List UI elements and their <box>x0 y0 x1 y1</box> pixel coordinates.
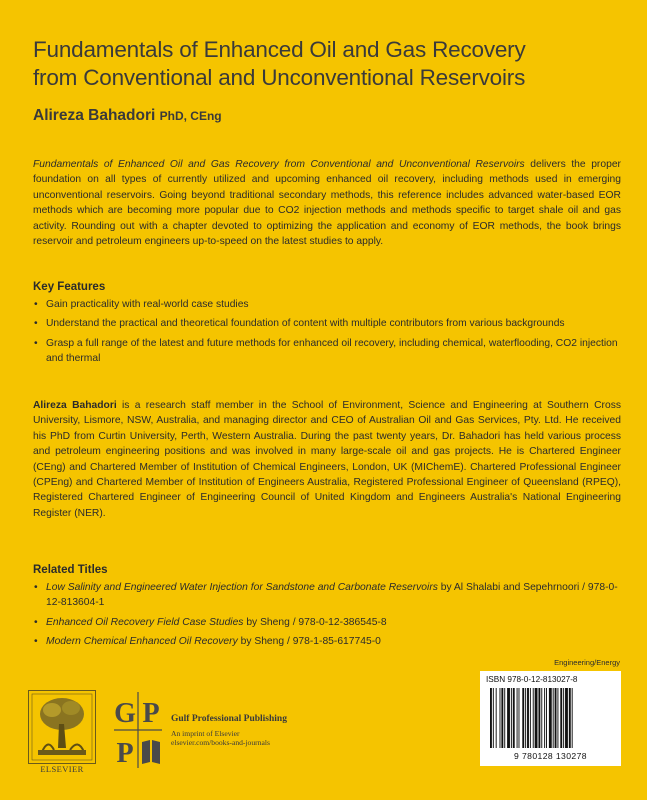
elsevier-wordmark: ELSEVIER <box>40 764 84 774</box>
barcode-bar <box>519 688 520 748</box>
related-title-details: by Sheng / 978-0-12-386545-8 <box>243 616 387 628</box>
isbn-label: ISBN 978-0-12-813027-8 <box>486 675 578 684</box>
book-title <box>33 36 623 92</box>
barcode-bar <box>549 688 552 748</box>
barcode-bar <box>507 688 510 748</box>
description-book-title: Fundamentals of Enhanced Oil and Gas Recovery from Conventional and Unconventional Reservoirs <box>33 159 525 170</box>
related-titles-list <box>33 580 621 654</box>
barcode-bar <box>530 688 531 748</box>
barcode-bar <box>560 688 562 748</box>
subject-category: Engineering/Energy <box>554 658 620 667</box>
barcode-bar <box>525 688 526 748</box>
barcode-bar <box>511 688 512 748</box>
key-features-list <box>33 297 621 371</box>
barcode-bar <box>546 688 547 748</box>
title-line-2: from Conventional and Unconventional Reservoirs <box>33 65 526 90</box>
barcode-icon <box>486 688 615 748</box>
author-credentials: PhD, CEng <box>159 109 222 123</box>
publisher-imprint: An imprint of Elsevier <box>171 729 240 738</box>
related-title-details: by Al Shalabi and Sepehrnoori / 978-0-12-813604-1 <box>46 582 618 609</box>
publisher-url[interactable]: elsevier.com/books-and-journals <box>171 738 270 748</box>
bio-name: Alireza Bahadori <box>33 400 117 411</box>
barcode-bar <box>522 688 524 748</box>
barcode-bar <box>500 688 501 748</box>
barcode-bar <box>541 688 542 748</box>
barcode-bar <box>557 688 558 748</box>
related-title: Modern Chemical Enhanced Oil Recovery <box>46 636 238 648</box>
barcode-bar <box>565 688 568 748</box>
barcode-bar <box>501 688 503 748</box>
related-title: Low Salinity and Engineered Water Injection for Sandstone and Carbonate Reservoirs <box>46 582 438 593</box>
key-feature-item: • Grasp a full range of the latest and future methods for enhanced oil recovery, including chemical, waterflooding, CO2 injection and thermal <box>33 336 621 367</box>
publisher-details <box>171 729 270 748</box>
key-features-heading: Key Features <box>33 281 106 293</box>
barcode-bar <box>569 688 571 748</box>
related-title: Enhanced Oil Recovery Field Case Studies <box>46 616 244 628</box>
barcode-bar <box>535 688 538 748</box>
description-text: delivers the proper foundation on all types of currently utilized and upcoming enhanced oil recovery, including methods used in emerging unconventional reservoirs. Going beyond traditional secondary methods, this reference includes advanced water-based EOR methods which are becoming more popular due to CO2 injection methods and methods specific to target shale oil and gas activity. Rounding out with a chapter devoted to optimizing the application and economy of EOR methods, the book brings reservoir and petroleum engineers up-to-speed on the latest studies to apply. <box>33 159 621 248</box>
description <box>33 157 621 249</box>
title-line-1: Fundamentals of Enhanced Oil and Gas Recovery <box>33 37 526 62</box>
author <box>33 107 222 125</box>
barcode-bar <box>513 688 515 748</box>
author-name: Alireza Bahadori <box>33 107 156 124</box>
gpp-letter-p1: P <box>142 698 160 729</box>
publisher-name: Gulf Professional Publishing <box>171 714 287 724</box>
barcode-bar <box>572 688 573 748</box>
key-feature-item: • Understand the practical and theoretical foundation of content with multiple contributors from various backgrounds <box>33 316 621 331</box>
related-title-details: by Sheng / 978-1-85-617745-0 <box>237 636 381 648</box>
barcode-bar <box>493 688 494 748</box>
barcode-bar <box>544 688 545 748</box>
barcode-bar <box>538 688 540 748</box>
related-title-item <box>33 615 621 630</box>
related-titles-heading: Related Titles <box>33 564 108 576</box>
barcode-number: 9 780128 130278 <box>514 751 587 761</box>
barcode-bar <box>555 688 557 748</box>
barcode-bar <box>517 688 518 748</box>
barcode-box <box>480 671 621 766</box>
bio-text: is a research staff member in the School of Environment, Science and Engineering at Southern Cross University, Lismore, NSW, Australia, and managing director and CEO of Australian Oil and Gas Services, Pty. Ltd. He received his PhD from Curtin University, Perth, Western Australia. During the past twenty years, Dr. Bahadori has held various process and petroleum engineering positions and was involved in many large-scale oil and gas projects. He is Chartered Engineer (CEng) and Chartered Member of Institution of Chemical Engineers, London, UK (MIChemE). Chartered Professional Engineer (CPEng) and Chartered Member of Institution of Engineers Australia, Registered Professional Engineer of Queensland (RPEQ), Registered Chartered Engineer of Engineering Council of United Kingdom and Engineers Australia's National Engineering Register (NER). <box>33 400 621 519</box>
author-bio <box>33 398 621 521</box>
related-title-item <box>33 634 621 649</box>
barcode-bar <box>496 688 497 748</box>
barcode-bar <box>553 688 554 748</box>
barcode-bar <box>490 688 492 748</box>
related-title-item <box>33 580 621 611</box>
barcode-bar <box>504 688 505 748</box>
barcode-bar <box>563 688 564 748</box>
gpp-letter-p2: P <box>116 738 134 769</box>
elsevier-tree-logo-icon <box>28 690 96 764</box>
gpp-logo-icon <box>112 690 164 770</box>
book-icon <box>142 740 160 764</box>
key-feature-item: • Gain practicality with real-world case studies <box>33 297 621 312</box>
barcode-bar <box>527 688 529 748</box>
barcode-bar <box>533 688 534 748</box>
gpp-letter-g: G <box>114 698 136 729</box>
